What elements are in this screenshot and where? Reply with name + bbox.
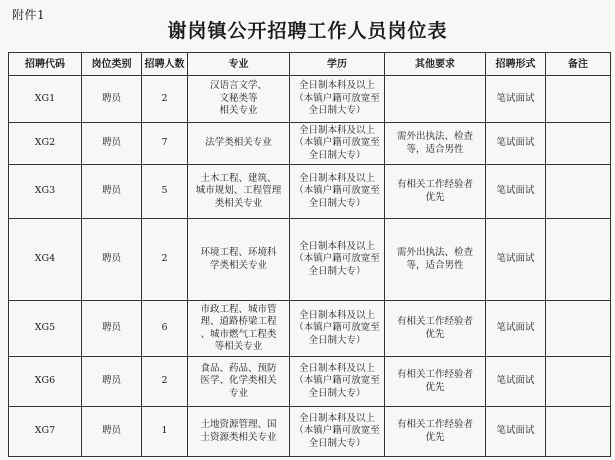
cell-education: 全日制本科及以上 （本镇户籍可放宽至 全日制大专） [290, 123, 385, 165]
cell-major: 环境工程、环境科 学类相关专业 [188, 219, 290, 301]
table-row [9, 165, 611, 219]
cell-count: 2 [142, 219, 188, 301]
cell-requirements: 有相关工作经验者 优先 [385, 357, 486, 407]
page-title: 谢岗镇公开招聘工作人员岗位表 [167, 20, 448, 42]
cell-education: 全日制本科及以上 （本镇户籍可放宽至 全日制大专） [290, 76, 385, 123]
cell-count: 6 [142, 301, 188, 357]
cell-count: 7 [142, 123, 188, 165]
column-header-major: 专业 [188, 53, 290, 76]
cell-count: 5 [142, 165, 188, 219]
cell-requirements [385, 76, 486, 123]
cell-remarks [546, 165, 611, 219]
cell-category: 聘员 [82, 219, 142, 301]
positions-table [8, 52, 611, 457]
cell-count: 2 [142, 357, 188, 407]
cell-remarks [546, 76, 611, 123]
column-header-category: 岗位类别 [82, 53, 142, 76]
cell-format: 笔试面试 [486, 165, 546, 219]
column-header-education: 学历 [290, 53, 385, 76]
cell-major: 土地资源管理、国 土资源类相关专业 [188, 407, 290, 457]
cell-count: 1 [142, 407, 188, 457]
column-header-count: 招聘人数 [142, 53, 188, 76]
cell-requirements: 有相关工作经验者 优先 [385, 165, 486, 219]
column-header-code: 招聘代码 [9, 53, 82, 76]
cell-code: XG2 [9, 123, 82, 165]
cell-requirements: 需外出执法、检查 等，适合男性 [385, 219, 486, 301]
cell-remarks [546, 407, 611, 457]
cell-major: 土木工程、建筑、 城市规划、工程管理 类相关专业 [188, 165, 290, 219]
column-header-remarks: 备注 [546, 53, 611, 76]
table-row [9, 219, 611, 301]
table-row [9, 123, 611, 165]
cell-major: 食品、药品、预防 医学、化学类相关 专业 [188, 357, 290, 407]
cell-category: 聘员 [82, 301, 142, 357]
column-header-requirements: 其他要求 [385, 53, 486, 76]
cell-format: 笔试面试 [486, 301, 546, 357]
cell-major: 法学类相关专业 [188, 123, 290, 165]
cell-code: XG4 [9, 219, 82, 301]
attachment-label: 附件1 [12, 8, 46, 22]
table-row [9, 407, 611, 457]
table-row [9, 357, 611, 407]
table-row [9, 76, 611, 123]
cell-remarks [546, 301, 611, 357]
cell-remarks [546, 357, 611, 407]
cell-education: 全日制本科及以上 （本镇户籍可放宽至 全日制大专） [290, 407, 385, 457]
cell-code: XG6 [9, 357, 82, 407]
cell-remarks [546, 219, 611, 301]
cell-code: XG5 [9, 301, 82, 357]
cell-category: 聘员 [82, 123, 142, 165]
cell-category: 聘员 [82, 76, 142, 123]
cell-requirements: 有相关工作经验者 优先 [385, 407, 486, 457]
cell-education: 全日制本科及以上 （本镇户籍可放宽至 全日制大专） [290, 165, 385, 219]
cell-format: 笔试面试 [486, 407, 546, 457]
cell-format: 笔试面试 [486, 76, 546, 123]
cell-major: 汉语言文学、 文秘类等 相关专业 [188, 76, 290, 123]
cell-format: 笔试面试 [486, 123, 546, 165]
cell-category: 聘员 [82, 165, 142, 219]
cell-requirements: 需外出执法、检查 等，适合男性 [385, 123, 486, 165]
cell-category: 聘员 [82, 357, 142, 407]
cell-format: 笔试面试 [486, 219, 546, 301]
cell-count: 2 [142, 76, 188, 123]
cell-code: XG1 [9, 76, 82, 123]
table-row [9, 301, 611, 357]
cell-requirements: 有相关工作经验者 优先 [385, 301, 486, 357]
cell-code: XG7 [9, 407, 82, 457]
cell-major: 市政工程、城市管 理、道路桥梁工程 、城市燃气工程类 等相关专业 [188, 301, 290, 357]
column-header-format: 招聘形式 [486, 53, 546, 76]
header-row [9, 53, 611, 76]
cell-education: 全日制本科及以上 （本镇户籍可放宽至 全日制大专） [290, 301, 385, 357]
cell-education: 全日制本科及以上 （本镇户籍可放宽至 全日制大专） [290, 219, 385, 301]
cell-category: 聘员 [82, 407, 142, 457]
cell-remarks [546, 123, 611, 165]
cell-code: XG3 [9, 165, 82, 219]
cell-format: 笔试面试 [486, 357, 546, 407]
cell-education: 全日制本科及以上 （本镇户籍可放宽至 全日制大专） [290, 357, 385, 407]
